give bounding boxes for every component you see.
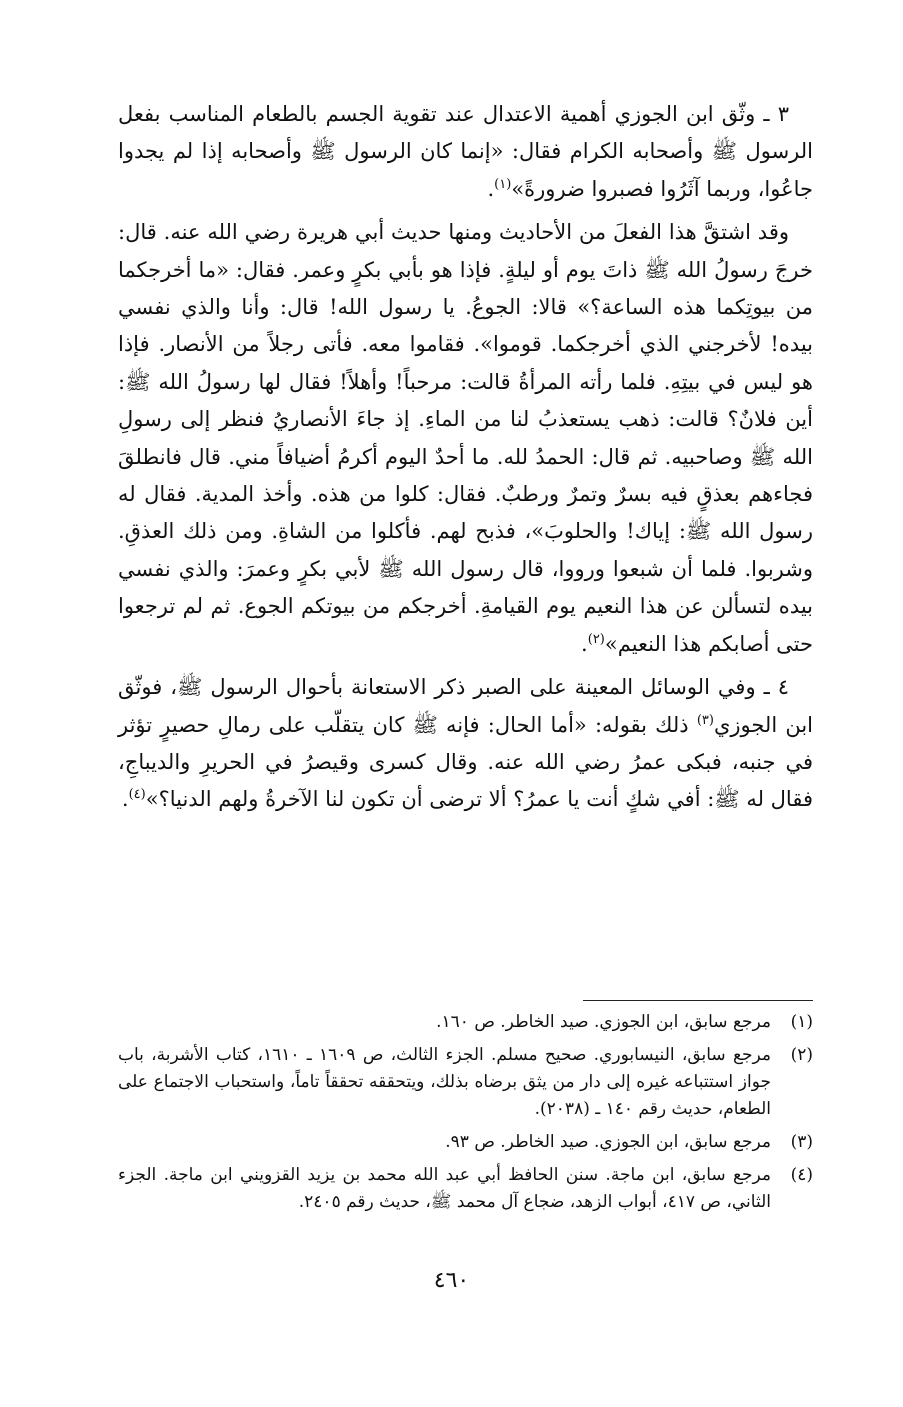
- footnote-ref-4: (٤): [128, 787, 146, 803]
- footnote-text: مرجع سابق، النيسابوري. صحيح مسلم. الجزء الثالث، ص ١٦٠٩ ـ ١٦١٠، كتاب الأشربة، باب جواز استتباعه غيره إلى دار من يثق برضاه بذلك، ويتحققه تحققاً تاماً، واستحباب الاجتماع على الطعام، حديث رقم ١٤٠ ـ (٢٠٣٨).: [118, 1045, 771, 1119]
- paragraph-4-end: .: [121, 787, 129, 812]
- footnotes-section: [118, 1000, 813, 1222]
- hadith-end: .: [581, 631, 588, 656]
- footnote-number: (٤): [790, 1165, 813, 1185]
- footnote-number: (٣): [790, 1132, 813, 1152]
- footnote-ref-1: (١): [494, 176, 512, 192]
- paragraph-4-text-b: ذلك بقوله: «أما الحال: فإنه ﷺ كان يتقلّب على رمالِ حصيرٍ تؤثر في جنبه، فبكى عمرُ رضي الله عنه. وقال كسرى وقيصرُ في الحريرِ والديباجِ، فقال له ﷺ: أفي شكٍ أنت يا عمرُ؟ ألا ترضى أن تكون لنا الآخرةُ ولهم الدنيا؟»: [118, 712, 813, 812]
- footnote-1: [118, 1009, 813, 1036]
- paragraph-4: [118, 669, 813, 819]
- footnote-number: (٢): [790, 1045, 813, 1065]
- footnote-list: [118, 1009, 813, 1216]
- hadith-text: وقد اشتقَّ هذا الفعلَ من الأحاديث ومنها حديث أبي هريرة رضي الله عنه. قال: خرجَ رسولُ الله ﷺ ذاتَ يوم أو ليلةٍ. فإذا هو بأبي بكرٍ وعمر. فقال: «ما أخرجكما من بيوتِكما هذه الساعة؟» قالا: الجوعُ. يا رسول الله! قال: وأنا والذي نفسي بيده! لأخرجني الذي أخرجكما. قوموا». فقاموا معه. فأتى رجلاً من الأنصار. فإذا هو ليس في بيتِهِ. فلما رأته المرأةُ قالت: مرحباً! وأهلاً! فقال لها رسولُ الله ﷺ: أين فلانٌ؟ قالت: ذهب يستعذبُ لنا من الماءِ. إذ جاءَ الأنصاريُ فنظر إلى رسولِ الله ﷺ وصاحبيه. ثم قال: الحمدُ لله. ما أحدٌ اليوم أكرمُ أضيافاً مني. قال فانطلقَ فجاءهم بعذقٍ فيه بسرٌ وتمرٌ ورطبٌ. فقال: كلوا من هذه. وأخذ المدية. فقال له رسول الله ﷺ: إياك! والحلوبَ»، فذبح لهم. فأكلوا من الشاةِ. ومن ذلك العذقِ. وشربوا. فلما أن شبعوا ورووا، قال رسول الله ﷺ لأبي بكرٍ وعمرَ: والذي نفسي بيده لتسألن عن هذا النعيم يوم القيامةِ. أخرجكم من بيوتكم الجوع. ثم لم ترجعوا حتى أصابكم هذا النعيم»: [118, 220, 813, 656]
- page-number: ٤٦٠: [433, 1268, 470, 1293]
- footnote-text: مرجع سابق، ابن الجوزي. صيد الخاطر. ص ١٦٠.: [436, 1012, 771, 1032]
- paragraph-4-text-a: ٤ ـ وفي الوسائل المعينة على الصبر ذكر الاستعانة بأحوال الرسول ﷺ، فوثّق ابن الجوزي: [118, 675, 814, 737]
- footnote-4: [118, 1162, 813, 1216]
- paragraph-3-text: ٣ ـ وثّق ابن الجوزي أهمية الاعتدال عند تقوية الجسم بالطعام المناسب بفعل الرسول ﷺ وأصحابه الكرام فقال: «إنما كان الرسول ﷺ وأصحابه إذا لم يجدوا جاعُوا، وربما آثَرُوا فصبروا ضرورةً»: [118, 102, 813, 201]
- main-text: [118, 96, 813, 825]
- footnote-text: مرجع سابق، ابن الجوزي. صيد الخاطر. ص ٩٣.: [445, 1132, 771, 1152]
- paragraph-3-end: .: [487, 176, 495, 201]
- paragraph-3: [118, 96, 813, 208]
- footnote-ref-2: (٢): [587, 631, 605, 647]
- footnote-2: [118, 1042, 813, 1123]
- footnote-number: (١): [790, 1012, 813, 1032]
- footnote-ref-3: (٣): [696, 712, 714, 728]
- footnote-3: [118, 1129, 813, 1156]
- footnote-divider: [583, 1000, 813, 1001]
- hadith-paragraph: [118, 214, 813, 663]
- footnote-text: مرجع سابق، ابن ماجة. سنن الحافظ أبي عبد الله محمد بن يزيد القزويني ابن ماجة. الجزء الثاني، ص ٤١٧، أبواب الزهد، ضجاع آل محمد ﷺ، حديث رقم ٢٤٠٥.: [118, 1165, 771, 1212]
